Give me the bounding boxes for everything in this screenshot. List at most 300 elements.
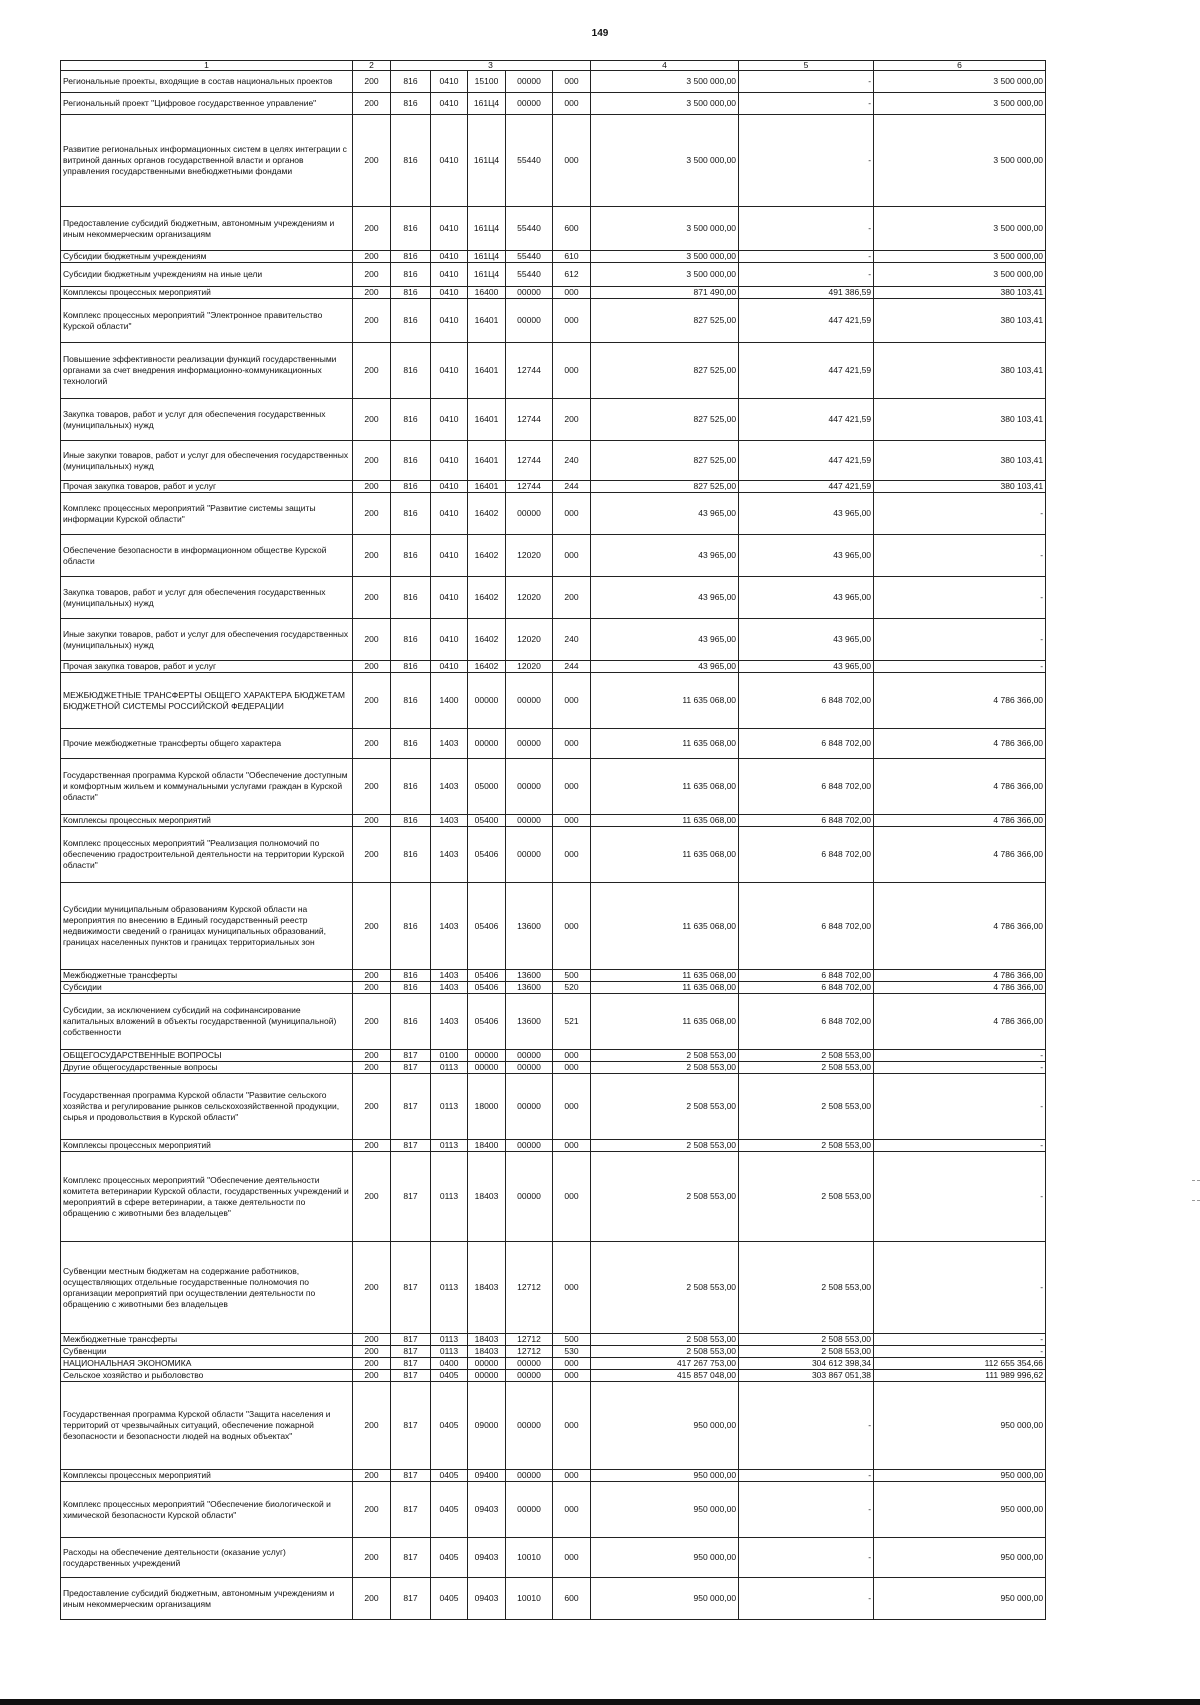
code-grbs: 200 (353, 493, 391, 535)
row-name: Прочие межбюджетные трансферты общего характера (61, 729, 353, 759)
code-section: 0410 (431, 251, 468, 263)
code-direction: 00000 (506, 1140, 553, 1152)
amount-col4: 950 000,00 (591, 1482, 739, 1538)
column-header-1: 1 (61, 61, 353, 71)
amount-col5: 447 421,59 (739, 299, 874, 343)
row-name: Комплексы процессных мероприятий (61, 287, 353, 299)
code-grbs: 200 (353, 970, 391, 982)
code-section: 0113 (431, 1140, 468, 1152)
code-direction: 12744 (506, 343, 553, 399)
code-expense-type: 244 (553, 661, 591, 673)
code-ministry: 816 (391, 399, 431, 441)
code-ministry: 816 (391, 673, 431, 729)
amount-col4: 11 635 068,00 (591, 970, 739, 982)
amount-col6: 950 000,00 (874, 1538, 1046, 1578)
row-name: Другие общегосударственные вопросы (61, 1062, 353, 1074)
table-row (61, 535, 1046, 577)
table-row (61, 441, 1046, 481)
row-name: Государственная программа Курской области "Обеспечение доступным и комфортным жильем и коммунальными услугами граждан в Курской области" (61, 759, 353, 815)
table-row (61, 1370, 1046, 1382)
code-expense-type: 000 (553, 673, 591, 729)
code-expense-type: 000 (553, 93, 591, 115)
code-expense-type: 200 (553, 399, 591, 441)
table-row (61, 1482, 1046, 1538)
amount-col5: 6 848 702,00 (739, 994, 874, 1050)
amount-col6: 4 786 366,00 (874, 982, 1046, 994)
code-ministry: 817 (391, 1470, 431, 1482)
amount-col5: 2 508 553,00 (739, 1140, 874, 1152)
amount-col4: 11 635 068,00 (591, 759, 739, 815)
amount-col4: 950 000,00 (591, 1538, 739, 1578)
table-row (61, 287, 1046, 299)
amount-col5: 447 421,59 (739, 399, 874, 441)
code-direction: 00000 (506, 1074, 553, 1140)
code-expense-type: 000 (553, 827, 591, 883)
code-section: 0410 (431, 399, 468, 441)
code-direction: 00000 (506, 299, 553, 343)
amount-col5: - (739, 71, 874, 93)
amount-col4: 43 965,00 (591, 535, 739, 577)
row-name: Комплексы процессных мероприятий (61, 815, 353, 827)
amount-col6: 3 500 000,00 (874, 71, 1046, 93)
amount-col4: 950 000,00 (591, 1382, 739, 1470)
code-ministry: 816 (391, 287, 431, 299)
amount-col5: 2 508 553,00 (739, 1334, 874, 1346)
code-section: 0113 (431, 1152, 468, 1242)
amount-col4: 827 525,00 (591, 343, 739, 399)
amount-col6: 3 500 000,00 (874, 263, 1046, 287)
code-ministry: 817 (391, 1538, 431, 1578)
amount-col4: 950 000,00 (591, 1578, 739, 1620)
code-expense-type: 000 (553, 299, 591, 343)
amount-col5: 6 848 702,00 (739, 827, 874, 883)
amount-col4: 2 508 553,00 (591, 1062, 739, 1074)
code-direction: 12712 (506, 1346, 553, 1358)
amount-col6: - (874, 577, 1046, 619)
code-ministry: 816 (391, 263, 431, 287)
code-section: 0410 (431, 299, 468, 343)
row-name: Комплекс процессных мероприятий "Обеспечение деятельности комитета ветеринарии Курской области, государственных учреждений и мероприятий в сфере ветеринарии, а также деятельности по обращению с животными без владельцев" (61, 1152, 353, 1242)
table-row (61, 577, 1046, 619)
code-section: 0405 (431, 1578, 468, 1620)
code-ministry: 816 (391, 115, 431, 207)
code-target-article: 09403 (468, 1538, 506, 1578)
row-name: Прочая закупка товаров, работ и услуг (61, 661, 353, 673)
table-row (61, 1074, 1046, 1140)
code-expense-type: 200 (553, 577, 591, 619)
code-target-article: 16401 (468, 481, 506, 493)
amount-col6: 950 000,00 (874, 1470, 1046, 1482)
code-section: 1403 (431, 994, 468, 1050)
column-header-6: 6 (874, 61, 1046, 71)
amount-col5: 43 965,00 (739, 577, 874, 619)
amount-col5: 2 508 553,00 (739, 1050, 874, 1062)
code-grbs: 200 (353, 827, 391, 883)
row-name: Прочая закупка товаров, работ и услуг (61, 481, 353, 493)
amount-col6: 4 786 366,00 (874, 883, 1046, 970)
amount-col4: 43 965,00 (591, 661, 739, 673)
code-grbs: 200 (353, 399, 391, 441)
amount-col6: - (874, 1140, 1046, 1152)
code-direction: 00000 (506, 815, 553, 827)
code-section: 1403 (431, 883, 468, 970)
table-row (61, 493, 1046, 535)
table-row (61, 1382, 1046, 1470)
code-expense-type: 520 (553, 982, 591, 994)
column-header-2: 2 (353, 61, 391, 71)
code-ministry: 816 (391, 207, 431, 251)
code-expense-type: 000 (553, 535, 591, 577)
code-direction: 00000 (506, 1470, 553, 1482)
code-direction: 10010 (506, 1578, 553, 1620)
code-target-article: 18400 (468, 1140, 506, 1152)
amount-col6: 111 989 996,62 (874, 1370, 1046, 1382)
column-header-4: 4 (591, 61, 739, 71)
amount-col6: 380 103,41 (874, 343, 1046, 399)
code-direction: 00000 (506, 729, 553, 759)
table-row (61, 115, 1046, 207)
code-grbs: 200 (353, 1152, 391, 1242)
amount-col5: 2 508 553,00 (739, 1152, 874, 1242)
row-name: Субсидии бюджетным учреждениям на иные цели (61, 263, 353, 287)
code-section: 0410 (431, 71, 468, 93)
code-ministry: 816 (391, 970, 431, 982)
table-row (61, 1470, 1046, 1482)
amount-col5: - (739, 1382, 874, 1470)
code-ministry: 816 (391, 815, 431, 827)
code-expense-type: 530 (553, 1346, 591, 1358)
code-ministry: 816 (391, 343, 431, 399)
budget-table (60, 60, 1046, 1620)
code-target-article: 16402 (468, 619, 506, 661)
amount-col6: 380 103,41 (874, 441, 1046, 481)
code-ministry: 816 (391, 577, 431, 619)
amount-col5: 6 848 702,00 (739, 815, 874, 827)
code-grbs: 200 (353, 619, 391, 661)
code-section: 0410 (431, 115, 468, 207)
amount-col6: - (874, 1334, 1046, 1346)
code-section: 0405 (431, 1370, 468, 1382)
amount-col6: 3 500 000,00 (874, 251, 1046, 263)
code-target-article: 16402 (468, 535, 506, 577)
code-target-article: 16402 (468, 577, 506, 619)
amount-col4: 3 500 000,00 (591, 251, 739, 263)
code-grbs: 200 (353, 1358, 391, 1370)
row-name: МЕЖБЮДЖЕТНЫЕ ТРАНСФЕРТЫ ОБЩЕГО ХАРАКТЕРА БЮДЖЕТАМ БЮДЖЕТНОЙ СИСТЕМЫ РОССИЙСКОЙ ФЕДЕРАЦИИ (61, 673, 353, 729)
row-name: Межбюджетные трансферты (61, 970, 353, 982)
code-grbs: 200 (353, 343, 391, 399)
code-expense-type: 610 (553, 251, 591, 263)
code-direction: 10010 (506, 1538, 553, 1578)
code-direction: 00000 (506, 1050, 553, 1062)
code-section: 0410 (431, 207, 468, 251)
code-expense-type: 600 (553, 207, 591, 251)
code-section: 0405 (431, 1382, 468, 1470)
column-header-3: 3 (391, 61, 591, 71)
row-name: Повышение эффективности реализации функций государственными органами за счет внедрения информационно-коммуникационных технологий (61, 343, 353, 399)
code-section: 0410 (431, 343, 468, 399)
code-direction: 55440 (506, 263, 553, 287)
code-grbs: 200 (353, 263, 391, 287)
row-name: Субсидии муниципальным образованиям Курской области на мероприятия по внесению в Единый государственный реестр недвижимости сведений о границах муниципальных образований, границах населенных пунктов и границах территориальных зон (61, 883, 353, 970)
code-target-article: 09400 (468, 1470, 506, 1482)
code-section: 1403 (431, 982, 468, 994)
table-row (61, 93, 1046, 115)
table-row (61, 343, 1046, 399)
code-direction: 55440 (506, 207, 553, 251)
code-expense-type: 500 (553, 970, 591, 982)
code-grbs: 200 (353, 729, 391, 759)
row-name: Комплекс процессных мероприятий "Электронное правительство Курской области" (61, 299, 353, 343)
code-target-article: 00000 (468, 1062, 506, 1074)
code-section: 1403 (431, 815, 468, 827)
table-row (61, 1152, 1046, 1242)
code-target-article: 16401 (468, 299, 506, 343)
code-direction: 12020 (506, 661, 553, 673)
code-grbs: 200 (353, 982, 391, 994)
amount-col5: - (739, 115, 874, 207)
code-grbs: 200 (353, 93, 391, 115)
amount-col5: - (739, 93, 874, 115)
code-target-article: 161Ц4 (468, 207, 506, 251)
code-section: 1403 (431, 827, 468, 883)
amount-col6: 950 000,00 (874, 1578, 1046, 1620)
row-name: Развитие региональных информационных систем в целях интеграции с витриной данных органов государственной власти и органов управления государственными внебюджетными фондами (61, 115, 353, 207)
code-expense-type: 521 (553, 994, 591, 1050)
code-target-article: 18403 (468, 1334, 506, 1346)
amount-col6: - (874, 619, 1046, 661)
table-row (61, 1346, 1046, 1358)
table-row (61, 982, 1046, 994)
code-grbs: 200 (353, 1578, 391, 1620)
amount-col4: 2 508 553,00 (591, 1140, 739, 1152)
table-row (61, 481, 1046, 493)
code-section: 0405 (431, 1482, 468, 1538)
code-ministry: 817 (391, 1334, 431, 1346)
code-target-article: 16402 (468, 493, 506, 535)
amount-col6: - (874, 1050, 1046, 1062)
table-row (61, 263, 1046, 287)
row-name: Закупка товаров, работ и услуг для обеспечения государственных (муниципальных) нужд (61, 577, 353, 619)
code-grbs: 200 (353, 1242, 391, 1334)
row-name: Обеспечение безопасности в информационном обществе Курской области (61, 535, 353, 577)
amount-col5: - (739, 1470, 874, 1482)
amount-col4: 11 635 068,00 (591, 673, 739, 729)
code-ministry: 816 (391, 71, 431, 93)
row-name: Государственная программа Курской области "Развитие сельского хозяйства и регулирование рынков сельскохозяйственной продукции, сырья и продовольствия в Курской области" (61, 1074, 353, 1140)
table-row (61, 399, 1046, 441)
code-target-article: 18403 (468, 1152, 506, 1242)
code-direction: 00000 (506, 1370, 553, 1382)
table-row (61, 207, 1046, 251)
code-section: 0410 (431, 535, 468, 577)
amount-col5: - (739, 1482, 874, 1538)
code-ministry: 817 (391, 1050, 431, 1062)
code-expense-type: 240 (553, 441, 591, 481)
table-row (61, 1140, 1046, 1152)
amount-col6: - (874, 535, 1046, 577)
code-section: 0405 (431, 1470, 468, 1482)
scan-bottom-edge (0, 1699, 1200, 1705)
amount-col6: 950 000,00 (874, 1482, 1046, 1538)
amount-col6: 380 103,41 (874, 399, 1046, 441)
amount-col6: - (874, 1074, 1046, 1140)
row-name: Комплекс процессных мероприятий "Реализация полномочий по обеспечению градостроительной деятельности на территории Курской области" (61, 827, 353, 883)
code-grbs: 200 (353, 994, 391, 1050)
row-name: Закупка товаров, работ и услуг для обеспечения государственных (муниципальных) нужд (61, 399, 353, 441)
code-ministry: 816 (391, 481, 431, 493)
amount-col5: 6 848 702,00 (739, 883, 874, 970)
amount-col6: - (874, 1346, 1046, 1358)
table-row (61, 759, 1046, 815)
table-row (61, 1050, 1046, 1062)
code-target-article: 05400 (468, 815, 506, 827)
table-header-row (61, 61, 1046, 71)
code-section: 1403 (431, 970, 468, 982)
amount-col4: 43 965,00 (591, 577, 739, 619)
code-section: 0410 (431, 577, 468, 619)
code-grbs: 200 (353, 1538, 391, 1578)
code-direction: 00000 (506, 827, 553, 883)
row-name: Региональный проект "Цифровое государственное управление" (61, 93, 353, 115)
code-grbs: 200 (353, 115, 391, 207)
code-target-article: 18403 (468, 1242, 506, 1334)
amount-col4: 11 635 068,00 (591, 729, 739, 759)
code-direction: 55440 (506, 251, 553, 263)
code-grbs: 200 (353, 815, 391, 827)
code-ministry: 817 (391, 1074, 431, 1140)
code-expense-type: 500 (553, 1334, 591, 1346)
code-grbs: 200 (353, 207, 391, 251)
code-direction: 13600 (506, 982, 553, 994)
amount-col6: - (874, 493, 1046, 535)
code-target-article: 05406 (468, 883, 506, 970)
amount-col4: 2 508 553,00 (591, 1074, 739, 1140)
code-grbs: 200 (353, 1370, 391, 1382)
row-name: Комплекс процессных мероприятий "Развитие системы защиты информации Курской области" (61, 493, 353, 535)
code-expense-type: 000 (553, 883, 591, 970)
row-name: Субвенции местным бюджетам на содержание работников, осуществляющих отдельные государственные полномочия по организации мероприятий при осуществлении деятельности по обращению с животными без владельцев (61, 1242, 353, 1334)
code-ministry: 816 (391, 759, 431, 815)
amount-col5: 2 508 553,00 (739, 1074, 874, 1140)
amount-col4: 827 525,00 (591, 441, 739, 481)
amount-col4: 43 965,00 (591, 493, 739, 535)
code-ministry: 816 (391, 535, 431, 577)
code-ministry: 817 (391, 1382, 431, 1470)
amount-col5: 447 421,59 (739, 441, 874, 481)
code-ministry: 817 (391, 1370, 431, 1382)
code-target-article: 00000 (468, 729, 506, 759)
table-row (61, 970, 1046, 982)
amount-col6: 380 103,41 (874, 481, 1046, 493)
amount-col4: 827 525,00 (591, 399, 739, 441)
amount-col5: 43 965,00 (739, 535, 874, 577)
amount-col4: 11 635 068,00 (591, 982, 739, 994)
code-direction: 13600 (506, 994, 553, 1050)
code-ministry: 816 (391, 982, 431, 994)
code-expense-type: 244 (553, 481, 591, 493)
code-expense-type: 000 (553, 1152, 591, 1242)
code-grbs: 200 (353, 71, 391, 93)
code-expense-type: 000 (553, 729, 591, 759)
code-target-article: 00000 (468, 1050, 506, 1062)
amount-col4: 3 500 000,00 (591, 263, 739, 287)
code-direction: 12744 (506, 481, 553, 493)
code-direction: 00000 (506, 1358, 553, 1370)
code-ministry: 817 (391, 1482, 431, 1538)
code-ministry: 816 (391, 661, 431, 673)
code-target-article: 05406 (468, 982, 506, 994)
code-grbs: 200 (353, 883, 391, 970)
amount-col5: 2 508 553,00 (739, 1346, 874, 1358)
amount-col5: - (739, 251, 874, 263)
code-ministry: 816 (391, 299, 431, 343)
amount-col4: 2 508 553,00 (591, 1152, 739, 1242)
amount-col5: 6 848 702,00 (739, 759, 874, 815)
code-section: 0113 (431, 1334, 468, 1346)
code-expense-type: 000 (553, 1358, 591, 1370)
amount-col6: - (874, 661, 1046, 673)
table-row (61, 827, 1046, 883)
row-name: НАЦИОНАЛЬНАЯ ЭКОНОМИКА (61, 1358, 353, 1370)
code-grbs: 200 (353, 1050, 391, 1062)
code-ministry: 816 (391, 493, 431, 535)
row-name: Государственная программа Курской области "Защита населения и территорий от чрезвычайных ситуаций, обеспечение пожарной безопасности и безопасности людей на водных объектах" (61, 1382, 353, 1470)
amount-col4: 827 525,00 (591, 299, 739, 343)
code-section: 0410 (431, 287, 468, 299)
code-target-article: 05406 (468, 970, 506, 982)
code-target-article: 16402 (468, 661, 506, 673)
amount-col5: - (739, 1578, 874, 1620)
code-target-article: 16400 (468, 287, 506, 299)
code-direction: 00000 (506, 1062, 553, 1074)
code-target-article: 05406 (468, 827, 506, 883)
amount-col4: 417 267 753,00 (591, 1358, 739, 1370)
amount-col4: 3 500 000,00 (591, 115, 739, 207)
amount-col5: 6 848 702,00 (739, 729, 874, 759)
column-header-5: 5 (739, 61, 874, 71)
code-grbs: 200 (353, 287, 391, 299)
code-section: 0410 (431, 619, 468, 661)
code-ministry: 817 (391, 1062, 431, 1074)
code-direction: 12744 (506, 441, 553, 481)
amount-col4: 3 500 000,00 (591, 207, 739, 251)
code-grbs: 200 (353, 1346, 391, 1358)
code-expense-type: 240 (553, 619, 591, 661)
amount-col5: 43 965,00 (739, 619, 874, 661)
code-ministry: 817 (391, 1242, 431, 1334)
code-target-article: 18000 (468, 1074, 506, 1140)
code-ministry: 816 (391, 827, 431, 883)
amount-col5: - (739, 263, 874, 287)
code-ministry: 816 (391, 251, 431, 263)
code-direction: 00000 (506, 493, 553, 535)
code-direction: 12020 (506, 619, 553, 661)
code-expense-type: 000 (553, 1062, 591, 1074)
table-row (61, 729, 1046, 759)
code-target-article: 00000 (468, 1358, 506, 1370)
code-target-article: 15100 (468, 71, 506, 93)
code-section: 0410 (431, 661, 468, 673)
table-row (61, 883, 1046, 970)
code-expense-type: 000 (553, 1482, 591, 1538)
code-section: 0410 (431, 93, 468, 115)
code-grbs: 200 (353, 299, 391, 343)
amount-col4: 43 965,00 (591, 619, 739, 661)
amount-col4: 11 635 068,00 (591, 827, 739, 883)
code-grbs: 200 (353, 1334, 391, 1346)
code-expense-type: 000 (553, 1140, 591, 1152)
